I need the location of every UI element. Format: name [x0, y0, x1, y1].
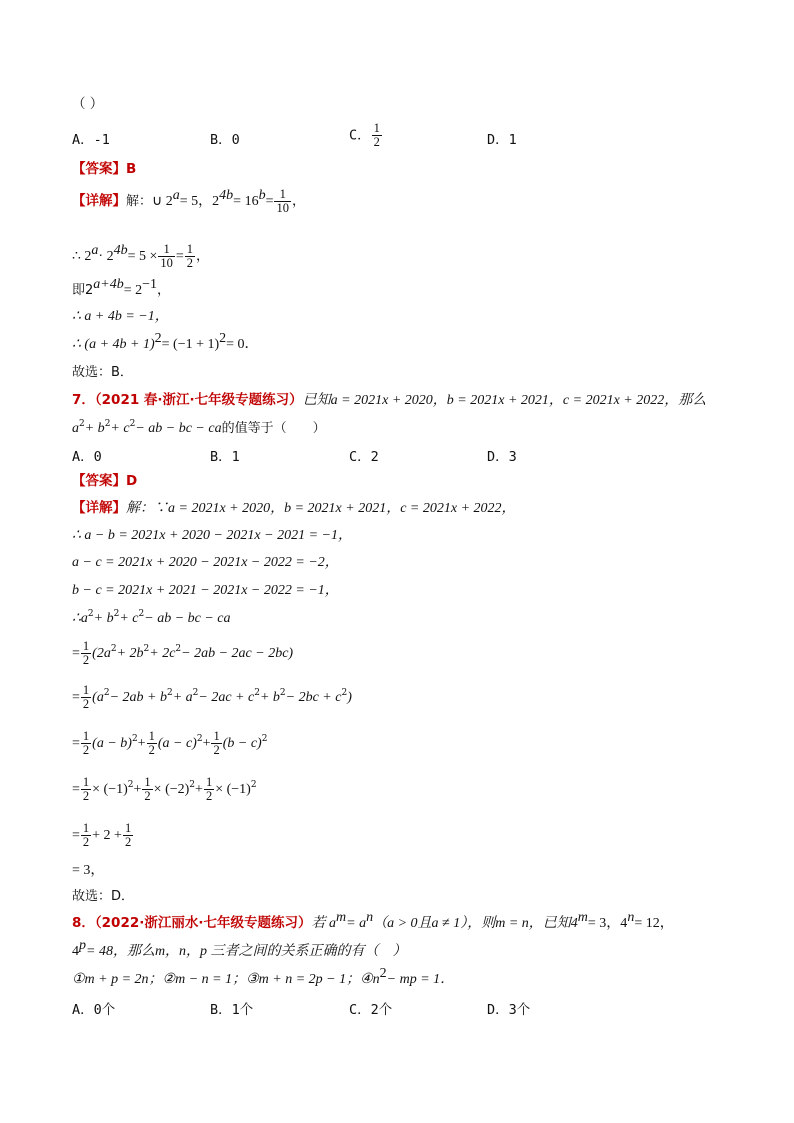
q6-detail-line-3: 即$2^{a+4b}= 2^{-1}$，: [72, 277, 171, 298]
q8-stem-line-1: 8．（2022·浙江丽水·七年级专题练习）若 $a^m= a^n(a > 0$且a ≠ 1），则m = n，已知$4^m= 3$，$4^n= 12$，: [72, 910, 674, 931]
q6-choose: 故选：B．: [72, 365, 133, 380]
q7-detail-line-3: a − c = 2021x + 2020 − 2021x − 2022 = −2，: [72, 555, 339, 570]
q8-stem-line-2: $4^p= 48$，那么m，n，p 三者之间的关系正确的有（ ）: [72, 938, 407, 959]
q7-detail-line-8: = $\frac{1}{2}$ $(a - b)^2+$ $\frac{1}{2}$ $(a - c)^2+$ $\frac{1}{2}$ $(b - c)^2$: [72, 729, 268, 757]
q6-detail-line-1: 【详解】解：∪ $2^a= 5$，$2^{4b}= 16^b=$ $\frac{1}{10}$ ，: [72, 187, 306, 215]
q7-detail-line-9: = $\frac{1}{2}$ × $(-1)^2+$ $\frac{1}{2}$ × $(-2)^2+$ $\frac{1}{2}$ × $(-1)^2$: [72, 775, 257, 803]
q6-option-a: A．-1: [72, 132, 110, 148]
q8-stem-line-3: ①m + p = 2n；②m − n = 1；③m + n = 2p − 1；$④n^2-$ mp = 1．: [72, 966, 455, 987]
q8-option-b: B．1个: [210, 1002, 254, 1018]
q7-option-d: D．3: [487, 449, 517, 465]
q6-detail-line-2: ∴ $2^a\cdot 2^{4b}= 5$ × $\frac{1}{10}$ = $\frac{1}{2}$ ，: [72, 242, 210, 270]
q7-stem-line-2: $a^2+ b^2+ c^2-$ ab − bc − ca的值等于（ ）: [72, 419, 326, 436]
q7-option-b: B．1: [210, 449, 240, 465]
q7-stem-line-1: 7．（2021 春·浙江·七年级专题练习）已知a = 2021x + 2020，b = 2021x + 2021，c = 2021x + 2022，那么: [72, 392, 707, 408]
q6-detail-line-4: ∴ a + 4b = −1，: [72, 309, 169, 324]
q6-option-c: C． $\frac{1}{2}$: [349, 121, 380, 149]
q7-answer: 【答案】D: [72, 473, 138, 489]
q7-detail-line-5: $\therefore a^2+ b^2+ c^2-$ ab − bc − ca: [72, 609, 231, 626]
q7-option-a: A．0: [72, 449, 102, 465]
q8-option-c: C．2个: [349, 1002, 393, 1018]
q7-detail-line-7: = $\frac{1}{2}$ $(a^2- 2ab + b^2+ a^2- 2ac + c^2+ b^2- 2bc + c^2)$: [72, 683, 352, 711]
q6-paren: （ ）: [72, 96, 104, 112]
q6-option-d: D．1: [487, 132, 517, 148]
q7-detail-line-6: = $\frac{1}{2}$ $(2a^2+ 2b^2+ 2c^2- 2ab - 2ac - 2bc)$: [72, 639, 294, 667]
q7-detail-line-10: = $\frac{1}{2}$ + 2 + $\frac{1}{2}$: [72, 821, 132, 849]
q7-detail-line-11: = 3，: [72, 863, 105, 878]
q7-choose: 故选：D．: [72, 889, 135, 904]
q6-answer: 【答案】B: [72, 161, 137, 177]
q7-option-c: C．2: [349, 449, 379, 465]
q7-detail-line-2: ∴ a − b = 2021x + 2020 − 2021x − 2021 = −1，: [72, 528, 352, 543]
q7-detail-line-4: b − c = 2021x + 2021 − 2021x − 2022 = −1，: [72, 583, 339, 598]
q6-detail-line-5: ∴ $(a + 4b + 1)^2= (-1 + 1)^2= 0$．: [72, 331, 259, 352]
q6-option-b: B．0: [210, 132, 240, 148]
q7-detail-line-1: 【详解】解：∵a = 2021x + 2020，b = 2021x + 2021，c = 2021x + 2022，: [72, 500, 516, 516]
q6-option-c-fraction: $\frac{1}{2}$: [373, 121, 380, 149]
q8-option-d: D．3个: [487, 1002, 531, 1018]
q8-option-a: A．0个: [72, 1002, 116, 1018]
